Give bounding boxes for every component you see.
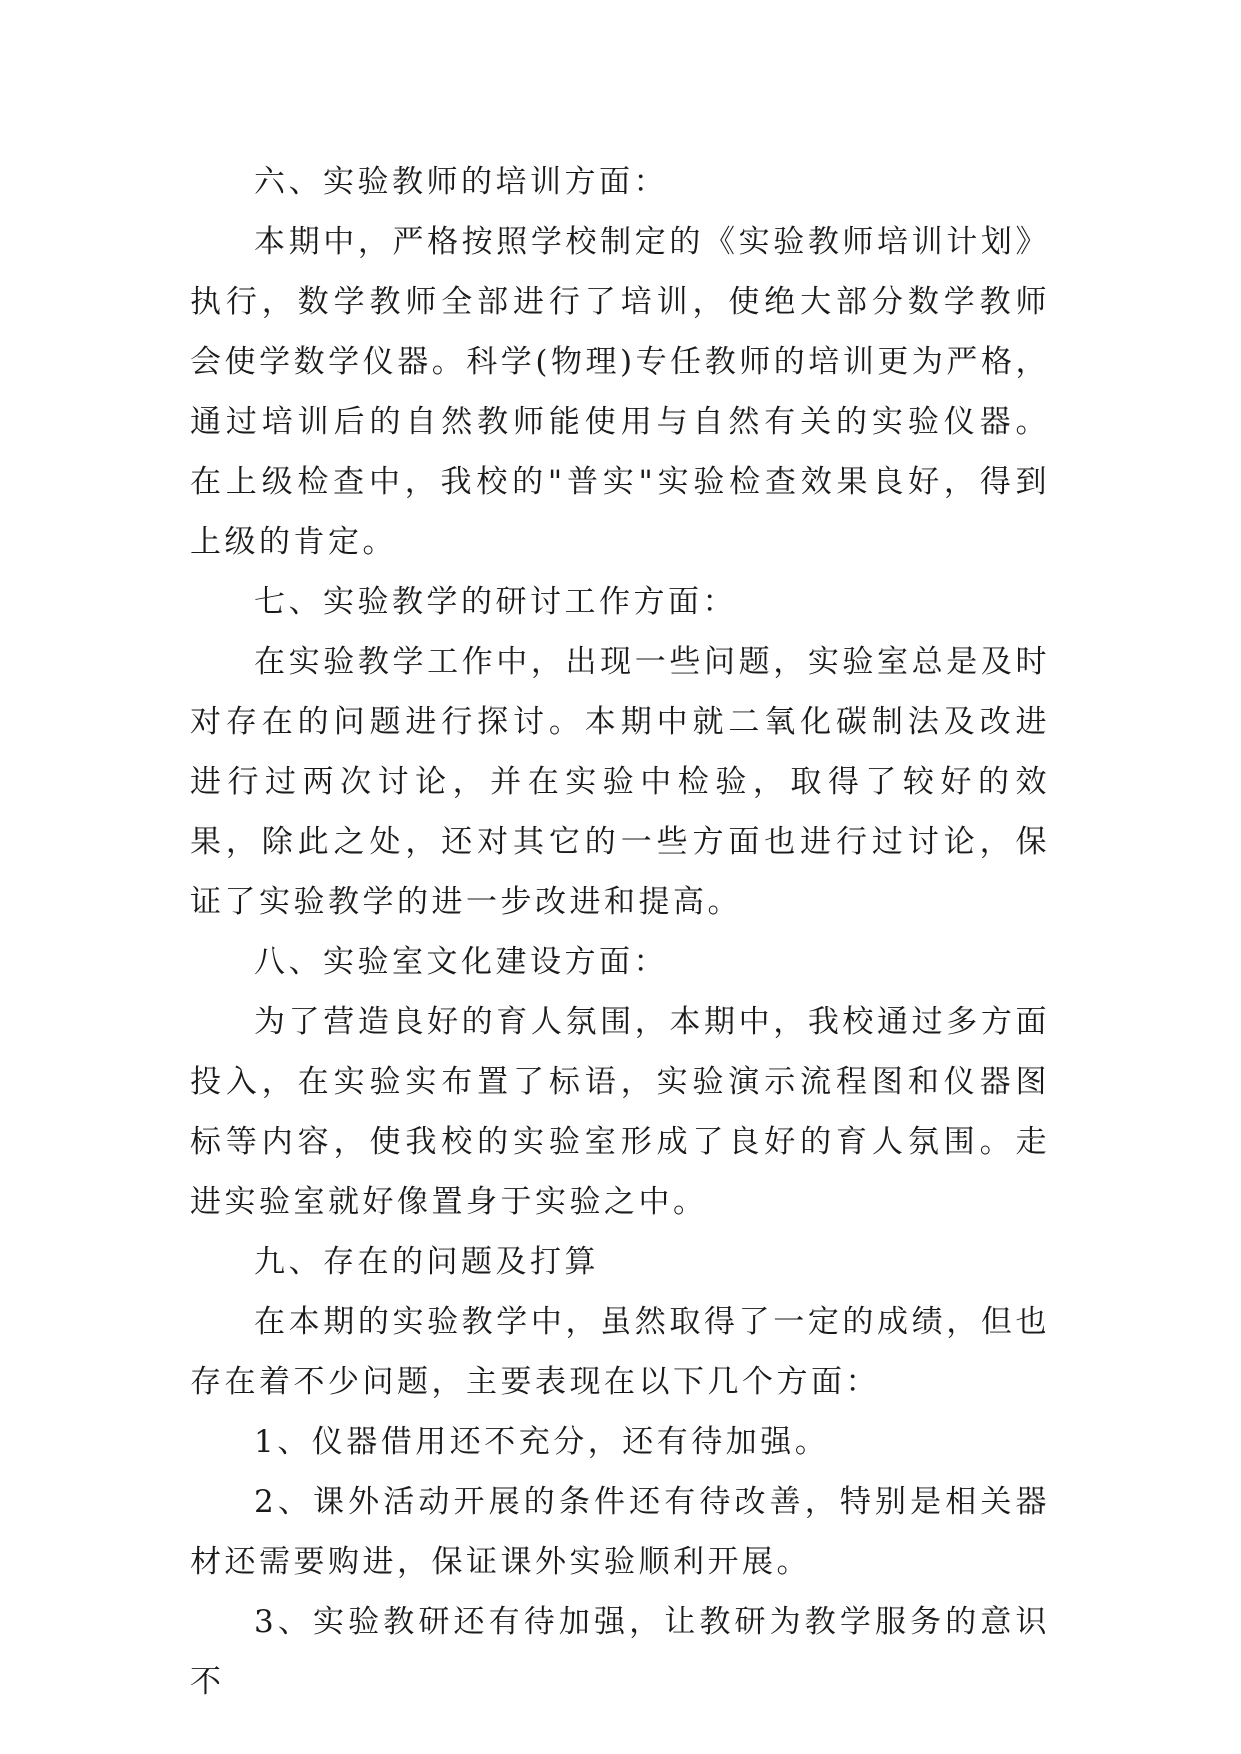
list-item-1: 1、仪器借用还不充分，还有待加强。 [254, 1424, 830, 1460]
section-heading-training: 六、实验教师的培训方面： [254, 164, 668, 200]
list-item-2: 2、课外活动开展的条件还有待改善，特别是相关器材还需要购进，保证课外实验顺利开展。 [190, 1484, 1050, 1580]
list-item-3: 3、实验教研还有待加强，让教研为教学服务的意识不 [190, 1604, 1050, 1700]
paragraph-culture: 为了营造良好的育人氛围，本期中，我校通过多方面投入，在实验实布置了标语，实验演示流程图和仪器图标等内容，使我校的实验室形成了良好的育人氛围。走进实验室就好像置身于实验之中。 [190, 1004, 1050, 1220]
paragraph-problems-intro: 在本期的实验教学中，虽然取得了一定的成绩，但也存在着不少问题，主要表现在以下几个方面： [190, 1304, 1050, 1400]
section-heading-research: 七、实验教学的研讨工作方面： [254, 584, 737, 620]
document-page [190, 152, 1050, 1712]
section-heading-culture: 八、实验室文化建设方面： [254, 944, 668, 980]
section-heading-problems: 九、存在的问题及打算 [254, 1244, 599, 1280]
paragraph-training: 本期中，严格按照学校制定的《实验教师培训计划》执行，数学教师全部进行了培训，使绝大部分数学教师会使学数学仪器。科学(物理)专任教师的培训更为严格，通过培训后的自然教师能使用与自然有关的实验仪器。在上级检查中，我校的"普实"实验检查效果良好，得到上级的肯定。 [190, 224, 1050, 560]
paragraph-research: 在实验教学工作中，出现一些问题，实验室总是及时对存在的问题进行探讨。本期中就二氧化碳制法及改进进行过两次讨论，并在实验中检验，取得了较好的效果，除此之处，还对其它的一些方面也进行过讨论，保证了实验教学的进一步改进和提高。 [190, 644, 1050, 920]
